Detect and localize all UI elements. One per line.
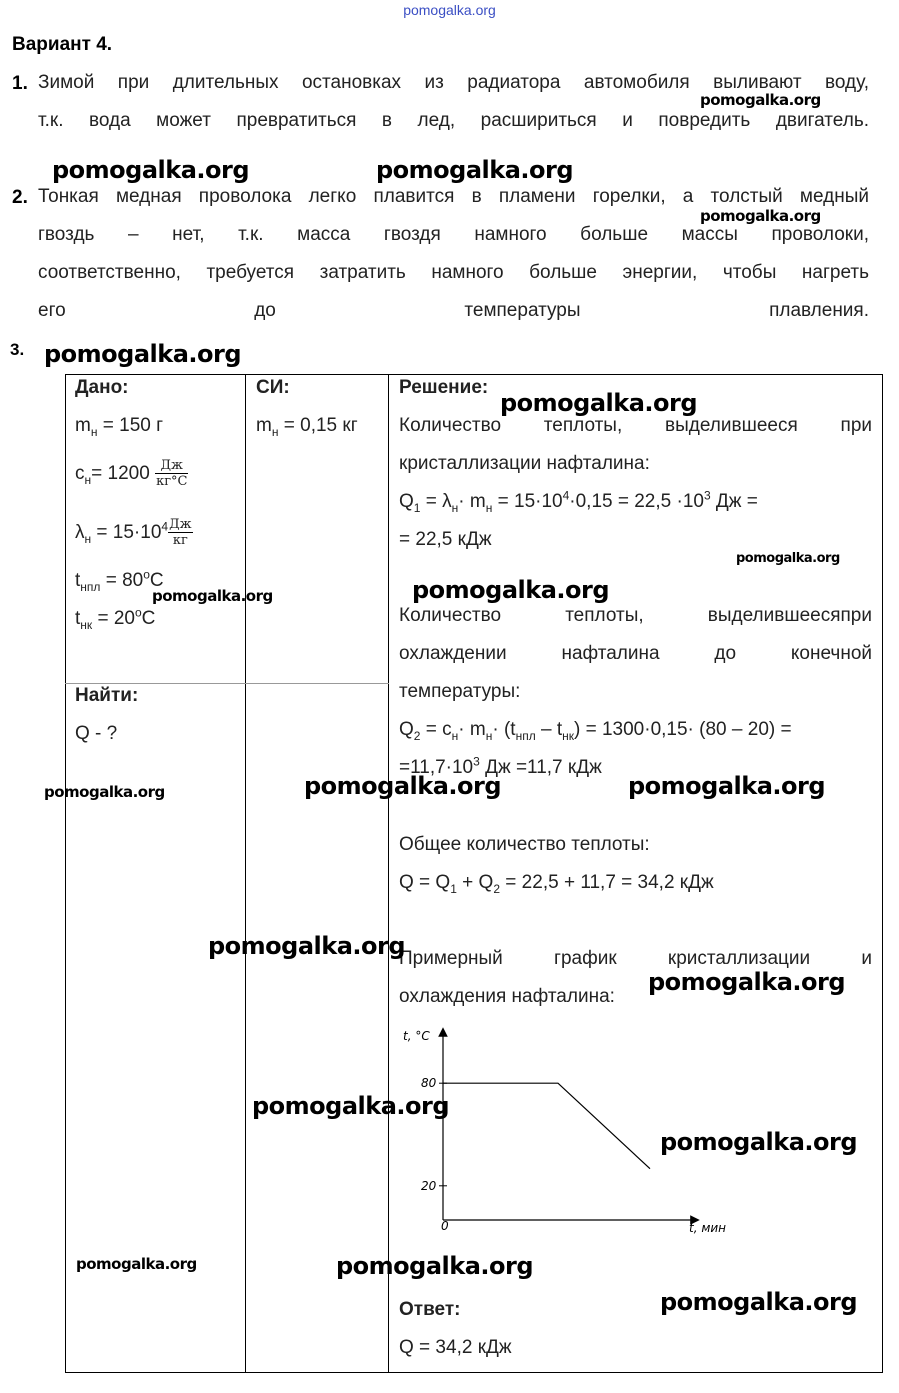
q2-part: Q [399,719,414,740]
total-sub: 2 [493,881,501,896]
given-mass [75,407,163,445]
given-t2-unit: C [141,608,156,629]
given-l-unit-num: Дж [169,517,192,533]
q2-part: ) = 1300·0,15· (80 – 20) = [574,719,792,740]
q2-result-part: =11,7·10 [399,757,474,778]
q1-sup: 4 [562,488,570,503]
watermark: pomogalka.org [660,1128,858,1156]
given-mass-sub: н [90,424,98,439]
solution-total-label: Общее количество теплоты: [399,834,650,855]
q1-part: ·0,15 = 22,5 ·10 [569,491,704,512]
q2-result-sup: 3 [473,754,480,769]
q2-part: – t [535,719,563,740]
task-2-line: его до температуры плавления. [38,300,869,321]
si-mass-sub: н [271,424,279,439]
series-group [443,1083,650,1169]
given-c-value: = 1200 [91,463,156,484]
x-axis-label: t, мин [689,1221,727,1235]
task-2-line: соответственно, требуется затратить намного больше энергии, чтобы нагреть [38,262,869,283]
table-border-right [882,374,883,1373]
given-c-unit-den: кг°С [156,474,188,490]
watermark: pomogalka.org [412,576,610,604]
watermark: pomogalka.org [44,340,242,368]
solution-q2-formula [399,711,872,749]
si-mass-value: = 0,15 кг [278,415,358,436]
si-mass [256,407,358,445]
q2-sub: нк [562,728,574,743]
graph-intro-line: Примерный график кристаллизации и [399,948,872,969]
total-part: + Q [456,872,494,893]
watermark: pomogalka.org [208,932,406,960]
q2-sub: нпл [515,728,536,743]
q1-sub: н [451,500,459,515]
watermark: pomogalka.org [628,772,826,800]
solution-paragraph-2 [399,597,872,711]
watermark: pomogalka.org [660,1288,858,1316]
given-mass-value: = 150 г [97,415,164,436]
given-melting-temp [75,562,164,600]
solution-p2-line: охлаждении нафталина до конечной [399,643,872,664]
given-final-temp [75,600,155,638]
solution-p1-line: Количество теплоты, выделившееся при [399,415,872,436]
y-axis-label: t, °C [403,1029,430,1043]
given-mass-symbol: m [75,415,91,436]
solution-p2-line: температуры: [399,681,521,702]
given-t2-value: = 20 [92,608,135,629]
solution-header: Решение: [399,377,489,398]
given-t1-symbol: t [75,570,81,591]
task-1-line: т.к. вода может превратиться в лед, расшириться и повредить двигатель. [38,110,869,131]
total-part: = 22,5 + 11,7 = 34,2 кДж [500,872,714,893]
q2-sub: 2 [413,728,421,743]
watermark: pomogalka.org [500,389,698,417]
solution-total-formula [399,864,714,902]
solution-paragraph-1 [399,407,872,483]
variant-title: Вариант 4. [12,34,113,55]
given-t2-symbol: t [75,608,81,629]
task-2-line: гвоздь – нет, т.к. масса гвоздя намного больше массы проволоки, [38,224,869,245]
q1-part: Дж = [710,491,758,512]
given-heat-capacity [75,455,188,493]
q1-sup: 3 [703,488,711,503]
watermark: pomogalka.org [152,587,273,605]
table-border-left [65,374,66,1373]
watermark: pomogalka.org [736,551,840,566]
q1-part: Q [399,491,414,512]
solution-p1-line: кристаллизации нафталина: [399,453,650,474]
y-tick-label: 20 [421,1178,437,1193]
site-watermark-top[interactable]: pomogalka.org [403,2,496,18]
q2-part: · (t [492,719,516,740]
given-t1-deg: o [143,567,150,582]
total-sub: 1 [450,881,457,896]
given-c-unit-num: Дж [155,458,188,474]
given-l-unit-den: кг [172,533,188,549]
given-c-unit [155,458,188,489]
task-3-number: 3. [10,340,25,359]
watermark: pomogalka.org [700,207,821,225]
watermark: pomogalka.org [376,156,574,184]
q1-sub: 1 [413,500,421,515]
solution-q1-result: = 22,5 кДж [399,529,492,550]
q1-part: = λ [420,491,452,512]
table-border-bottom [65,1372,883,1373]
watermark: pomogalka.org [44,783,165,801]
given-t2-deg: o [134,605,142,620]
given-header: Дано: [75,377,129,398]
solution-p2-line: Количество теплоты, выделившеесяпри [399,605,872,626]
q1-part: = 15·10 [492,491,563,512]
watermark: pomogalka.org [700,91,821,109]
series-line [443,1083,650,1169]
given-c-symbol: c [75,463,85,484]
watermark: pomogalka.org [76,1255,197,1273]
given-c-sub: н [84,472,92,487]
si-header: СИ: [256,377,290,398]
given-t1-unit: C [149,570,164,591]
given-l-unit [168,517,193,548]
x-ticks [441,1219,449,1233]
table-divider-given-si [245,374,246,1373]
x-tick-label: 0 [441,1219,449,1233]
watermark: pomogalka.org [648,968,846,996]
task-1-line: Зимой при длительных остановках из радиатора автомобиля выливают воду, [38,72,869,93]
watermark: pomogalka.org [336,1252,534,1280]
task-2-line: Тонкая медная проволока легко плавится в пламени горелки, а толстый медный [38,186,869,207]
given-l-exp: 4 [161,519,169,534]
task-2-number: 2. [12,187,28,208]
q1-sub: н [485,500,493,515]
q1-part: · m [458,491,486,512]
answer-value: Q = 34,2 кДж [399,1337,512,1358]
task-2-text [38,178,869,330]
task-1-number: 1. [12,73,28,94]
q2-part: = c [420,719,452,740]
answer-label: Ответ: [399,1299,461,1320]
watermark: pomogalka.org [304,772,502,800]
total-part: Q = Q [399,872,451,893]
given-latent-heat [75,514,193,552]
given-t2-sub: нк [80,617,93,632]
given-l-sub: н [84,531,92,546]
given-t1-sub: нпл [80,579,101,594]
watermark: pomogalka.org [52,156,250,184]
solution-q1-formula [399,483,758,521]
given-l-value: = 15·10 [91,522,162,543]
graph-intro-line: охлаждения нафталина: [399,986,615,1007]
si-mass-symbol: m [256,415,272,436]
find-header: Найти: [75,685,139,706]
q2-result-part: Дж =11,7 кДж [479,757,602,778]
y-tick-label: 80 [421,1076,437,1091]
given-l-symbol: λ [75,522,85,543]
find-value: Q - ? [75,723,118,744]
q2-part: · m [458,719,486,740]
table-divider-si-solution [388,374,389,1373]
q2-sub: н [485,728,493,743]
given-t1-value: = 80 [100,570,144,591]
watermark: pomogalka.org [252,1092,450,1120]
q2-sub: н [451,728,459,743]
